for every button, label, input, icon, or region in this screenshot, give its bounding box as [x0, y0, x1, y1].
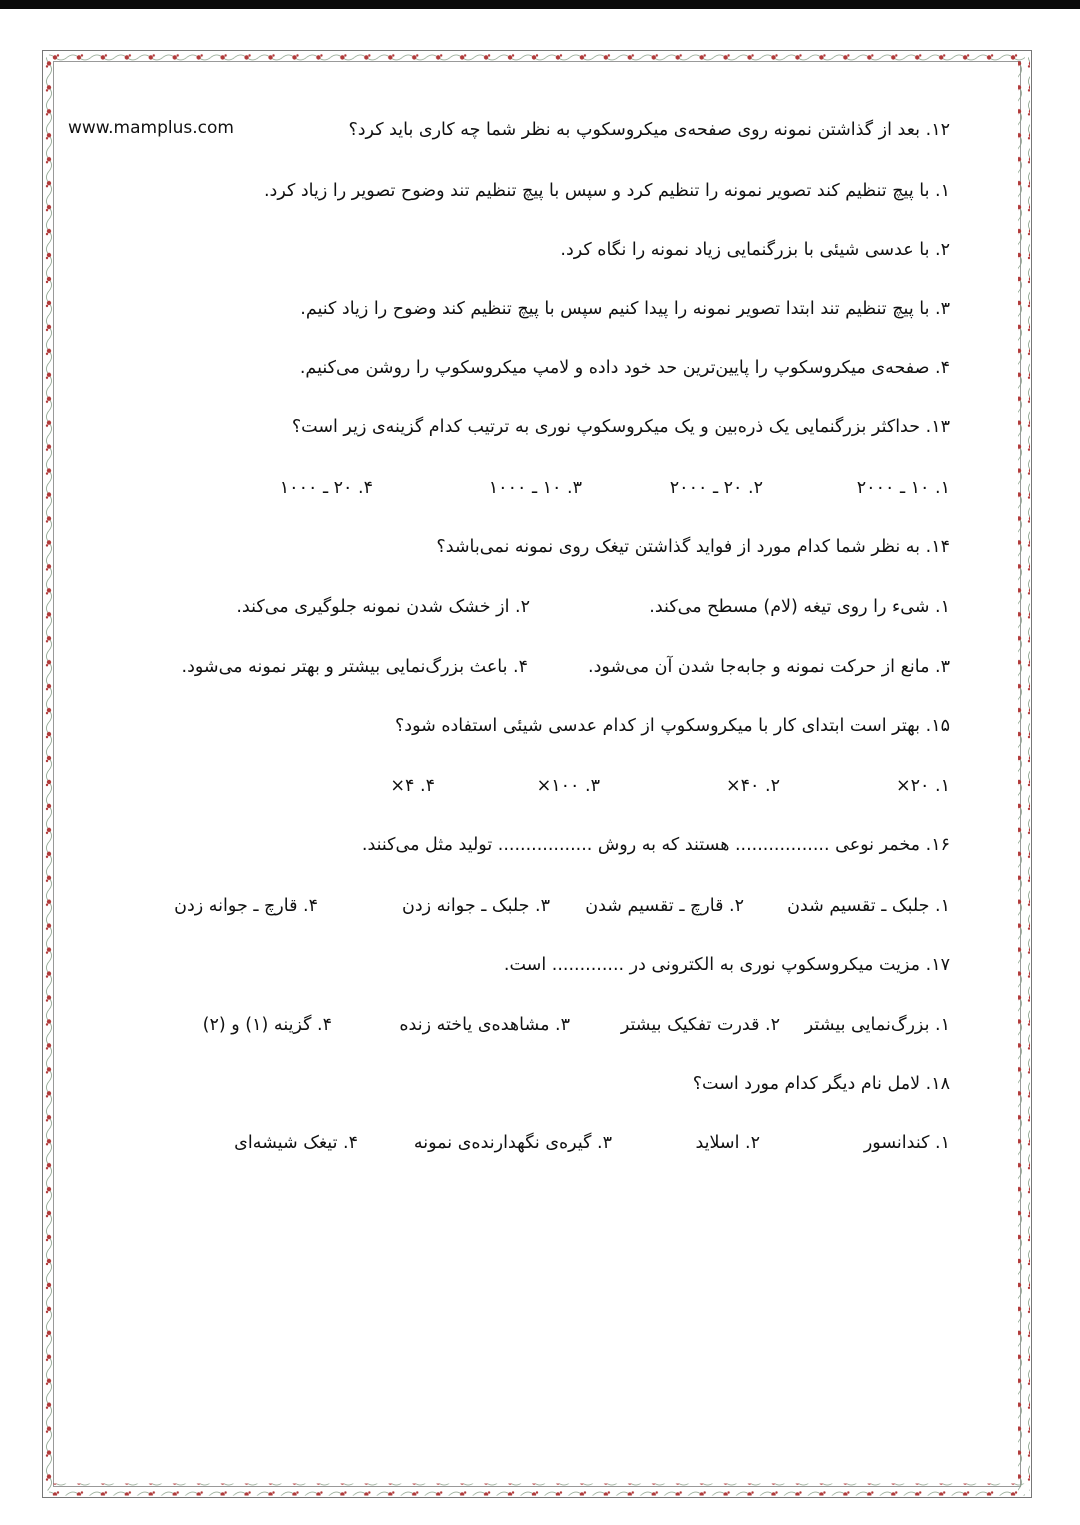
question-18-option-1[interactable]: ۱. کندانسور: [863, 1133, 950, 1153]
question-13-stem: ۱۳. حداکثر بزرگنمایی یک ذره‌بین و یک میکروسکوپ نوری به ترتیب کدام گزینه‌ی زیر است؟: [291, 417, 950, 437]
question-12-option-3[interactable]: ۳. با پیچ تنظیم تند ابتدا تصویر نمونه را پیدا کنیم سپس با پیچ تنظیم کند وضوح را زیاد کنیم.: [300, 299, 950, 319]
question-13-option-1[interactable]: ۱. ۱۰ ـ ۲۰۰۰: [856, 478, 950, 498]
question-12-option-4[interactable]: ۴. صفحه‌ی میکروسکوپ را پایین‌ترین حد خود داده و لامپ میکروسکوپ را روشن می‌کنیم.: [299, 358, 950, 378]
question-18-options: [60, 1130, 950, 1156]
question-17-option-2[interactable]: ۲. قدرت تفکیک بیشتر: [620, 1015, 780, 1035]
question-15-option-2[interactable]: ۲. ۴۰×: [725, 776, 780, 796]
question-15-option-1[interactable]: ۱. ۲۰×: [895, 776, 950, 796]
site-watermark: www.mamplus.com: [68, 118, 234, 138]
question-13-option-2[interactable]: ۲. ۲۰ ـ ۲۰۰۰: [669, 478, 763, 498]
question-16-options: [60, 893, 950, 919]
question-15-options: [60, 773, 950, 799]
question-16-option-4[interactable]: ۴. قارچ ـ جوانه زدن: [174, 896, 318, 916]
question-12-option-2[interactable]: ۲. با عدسی شیئی با بزرگنمایی زیاد نمونه را نگاه کرد.: [560, 240, 950, 260]
question-18-stem: ۱۸. لامل نام دیگر کدام مورد است؟: [692, 1074, 950, 1094]
question-16-option-1[interactable]: ۱. جلبک ـ تقسیم شدن: [787, 896, 950, 916]
question-14-options-row-2: [60, 654, 950, 680]
question-18-option-2[interactable]: ۲. اسلاید: [695, 1133, 760, 1153]
question-18-option-3[interactable]: ۳. گیره‌ی نگهدارنده‌ی نمونه: [413, 1133, 612, 1153]
question-16-option-3[interactable]: ۳. جلبک ـ جوانه زدن: [402, 896, 550, 916]
question-15-option-3[interactable]: ۳. ۱۰۰×: [536, 776, 600, 796]
question-13-option-4[interactable]: ۴. ۲۰ ـ ۱۰۰۰: [279, 478, 373, 498]
question-17-stem: ۱۷. مزیت میکروسکوپ نوری به الکترونی در ............. است.: [503, 955, 950, 975]
question-15-option-4[interactable]: ۴. ۴×: [390, 776, 435, 796]
question-13-options: [60, 475, 950, 501]
question-17-option-1[interactable]: ۱. بزرگ‌نمایی بیشتر: [804, 1015, 950, 1035]
top-edge-bar: [0, 0, 1080, 9]
question-14-option-3[interactable]: ۳. مانع از حرکت نمونه و جابه‌جا شدن آن می‌شود.: [588, 657, 950, 677]
question-17-option-3[interactable]: ۳. مشاهده‌ی یاخته زنده: [399, 1015, 570, 1035]
question-14-stem: ۱۴. به نظر شما کدام مورد از فواید گذاشتن تیغک روی نمونه نمی‌باشد؟: [436, 537, 950, 557]
question-13-option-3[interactable]: ۳. ۱۰ ـ ۱۰۰۰: [488, 478, 582, 498]
question-14-options-row-1: [60, 594, 950, 620]
question-14-option-2[interactable]: ۲. از خشک شدن نمونه جلوگیری می‌کند.: [236, 597, 530, 617]
question-18-option-4[interactable]: ۴. تیغک شیشه‌ای: [234, 1133, 358, 1153]
question-16-option-2[interactable]: ۲. قارچ ـ تقسیم شدن: [585, 896, 744, 916]
question-17-option-4[interactable]: ۴. گزینه (۱) و (۲): [202, 1015, 332, 1035]
question-12-option-1[interactable]: ۱. با پیچ تنظیم کند تصویر نمونه را تنظیم کرد و سپس با پیچ تنظیم تند وضوح تصویر را زیاد کرد.: [263, 181, 950, 201]
question-16-stem: ۱۶. مخمر نوعی ................. هستند که به روش ................. تولید مثل می‌کنند.: [361, 835, 950, 855]
question-15-stem: ۱۵. بهتر است ابتدای کار با میکروسکوپ از کدام عدسی شیئی استفاده شود؟: [394, 716, 950, 736]
question-17-options: [60, 1012, 950, 1038]
question-14-option-4[interactable]: ۴. باعث بزرگ‌نمایی بیشتر و بهتر نمونه می‌شود.: [181, 657, 528, 677]
question-12-stem: ۱۲. بعد از گذاشتن نمونه روی صفحه‌ی میکروسکوپ به نظر شما چه کاری باید کرد؟: [348, 120, 950, 140]
question-14-option-1[interactable]: ۱. شیء را روی تیغه (لام) مسطح می‌کند.: [649, 597, 950, 617]
